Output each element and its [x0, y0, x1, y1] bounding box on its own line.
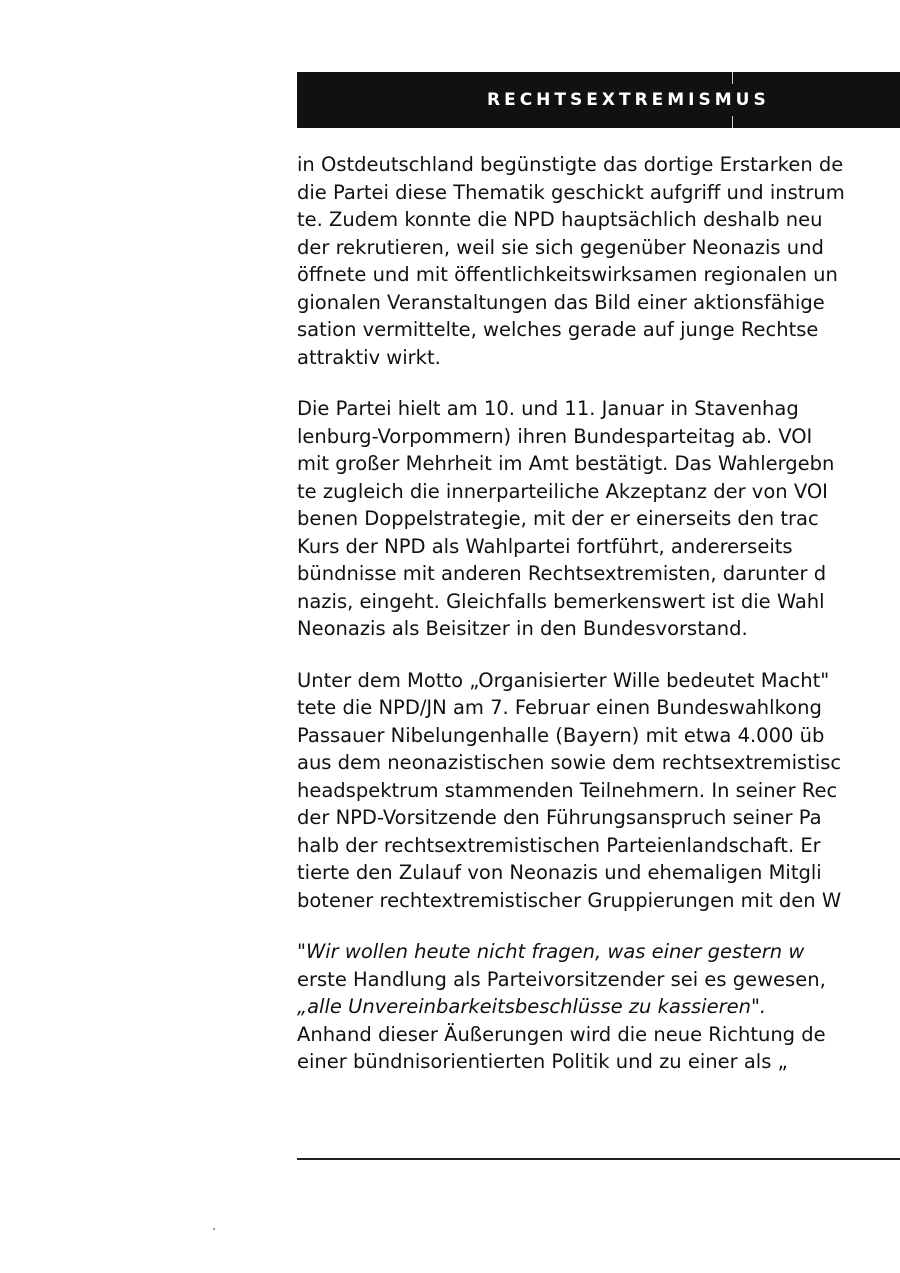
text-line: Die Partei hielt am 10. und 11. Januar in Stavenhag	[297, 397, 799, 420]
text-line: headspektrum stammenden Teilnehmern. In seiner Rec	[297, 778, 838, 802]
text-line: erste Handlung als Parteivorsitzender sei es gewesen,	[297, 967, 826, 991]
text-line: in Ostdeutschland begünstigte das dortige Erstarken de	[297, 153, 844, 176]
text-line: benen Doppelstrategie, mit der er einerseits den trac	[297, 507, 819, 530]
text-line: einer bündnisorientierten Politik und zu einer als „	[297, 1050, 788, 1073]
text-line: sation vermittelte, welches gerade auf junge Rechtse	[297, 318, 819, 341]
text-line: mit großer Mehrheit im Amt bestätigt. Das Wahlergebn	[297, 452, 835, 475]
paragraph-intro	[297, 151, 900, 371]
text-line: te zugleich die innerparteiliche Akzeptanz der von VOI	[297, 479, 828, 503]
text-line: Neonazis als Beisitzer in den Bundesvorstand.	[297, 617, 748, 640]
text-line: te. Zudem konnte die NPD hauptsächlich deshalb neu	[297, 208, 823, 231]
text-line: lenburg-Vorpommern) ihren Bundesparteitag ab. VOI	[297, 424, 813, 448]
text-line: gionalen Veranstaltungen das Bild einer aktionsfähige	[297, 290, 825, 314]
text-line: Kurs der NPD als Wahlpartei fortführt, andererseits	[297, 534, 793, 558]
text-line: der NPD-Vorsitzende den Führungsanspruch seiner Pa	[297, 806, 822, 829]
text-line: bündnisse mit anderen Rechtsextremisten, darunter d	[297, 562, 827, 585]
header-center-tick-top	[732, 72, 733, 84]
text-line: Anhand dieser Äußerungen wird die neue Richtung de	[297, 1022, 826, 1046]
footer-divider	[297, 1158, 900, 1160]
text-line: Unter dem Motto „Organisierter Wille bedeutet Macht"	[297, 668, 830, 692]
scan-speck	[213, 1228, 215, 1230]
paragraph-bundeswahlkongress	[297, 667, 900, 915]
paragraph-closing	[297, 1021, 900, 1076]
text-line: nazis, eingeht. Gleichfalls bemerkenswert ist die Wahl	[297, 589, 825, 613]
section-header-bar	[297, 72, 900, 128]
text-line: die Partei diese Thematik geschickt aufgriff und instrum	[297, 180, 845, 204]
text-line: tierte den Zulauf von Neonazis und ehemaligen Mitgli	[297, 861, 822, 884]
text-line: öffnete und mit öffentlichkeitswirksamen regionalen un	[297, 263, 838, 286]
quote-line: "Wir wollen heute nicht fragen, was einer gestern w	[297, 940, 805, 963]
header-center-tick-bottom	[732, 116, 733, 128]
text-line: halb der rechtsextremistischen Parteienlandschaft. Er	[297, 833, 821, 857]
text-line: Passauer Nibelungenhalle (Bayern) mit etwa 4.000 üb	[297, 723, 825, 747]
paragraph-bundesparteitag	[297, 395, 900, 643]
text-line: botener rechtextremistischer Gruppierungen mit den W	[297, 888, 842, 912]
text-line: tete die NPD/JN am 7. Februar einen Bundeswahlkong	[297, 696, 822, 719]
text-line: der rekrutieren, weil sie sich gegenüber Neonazis und	[297, 235, 824, 259]
text-line: aus dem neonazistischen sowie dem rechtsextremistisc	[297, 751, 842, 774]
body-text-column	[297, 151, 900, 1151]
text-line: attraktiv wirkt.	[297, 345, 441, 369]
section-title: RECHTSEXTREMISMUS	[487, 90, 770, 110]
quote-line: „alle Unvereinbarkeitsbeschlüsse zu kassieren".	[297, 995, 767, 1018]
paragraph-quote	[297, 938, 900, 1021]
